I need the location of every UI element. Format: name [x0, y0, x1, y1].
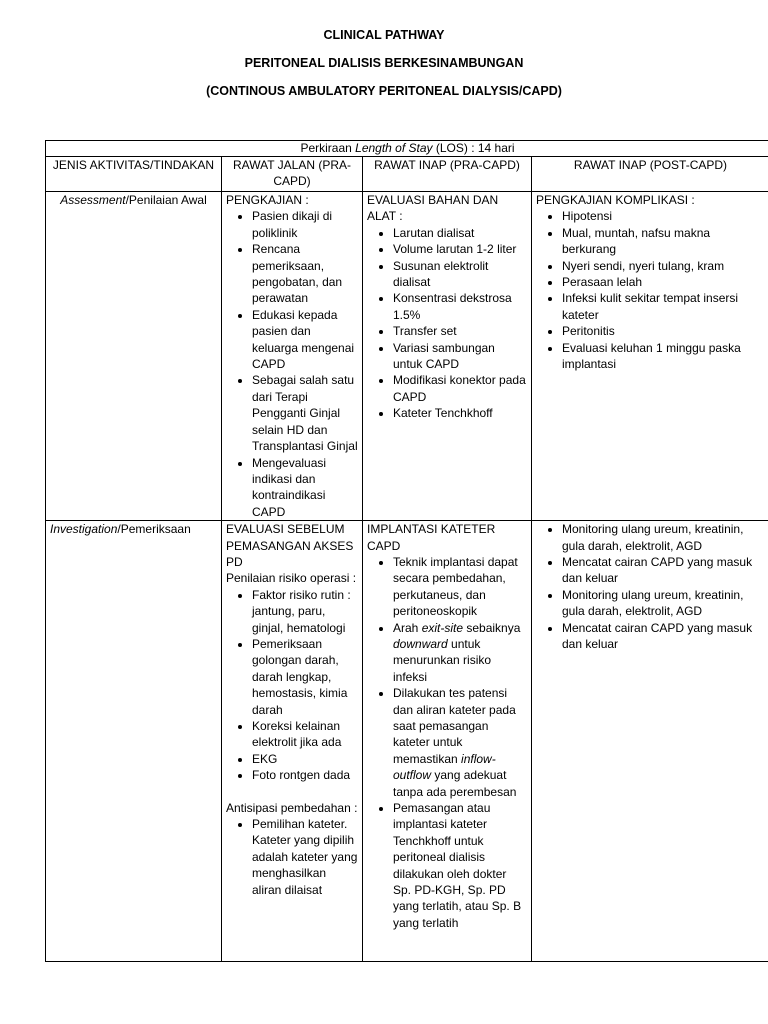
los-cell — [46, 141, 768, 157]
antisipasi-heading: Antisipasi pembedahan : — [226, 800, 358, 815]
list-item: • Pemilihan kateter. Kateter yang dipilih adalah kateter yang menghasilkan aliran dilaisat — [252, 816, 358, 898]
row-label-assessment — [46, 192, 222, 521]
pengkajian-komplikasi-list — [536, 208, 765, 372]
list-item: • Susunan elektrolit dialisat — [393, 258, 527, 291]
title-clinical-pathway: CLINICAL PATHWAY — [323, 28, 445, 42]
evaluasi-bahan-heading: EVALUASI BAHAN DAN ALAT : — [367, 193, 499, 224]
text-segment: yang adekuat tanpa ada perembesan — [393, 768, 517, 799]
text-segment: sebaiknya — [463, 620, 521, 635]
antisipasi-list — [226, 816, 358, 898]
text-segment-italic: inflow-outflow — [393, 751, 496, 783]
list-item: • Peritonitis — [562, 323, 765, 339]
los-prefix: Perkiraan — [300, 141, 356, 155]
list-item: • EKG — [252, 751, 358, 767]
pengkajian-komplikasi-heading: PENGKAJIAN KOMPLIKASI : — [536, 193, 695, 207]
list-item: • Faktor risiko rutin : jantung, paru, ginjal, hematologi — [252, 587, 358, 636]
list-item: • Mengevaluasi indikasi dan kontraindikasi CAPD — [252, 455, 358, 521]
investigation-italic: Investigation — [50, 522, 118, 537]
header-jenis-aktivitas: JENIS AKTIVITAS/TINDAKAN — [46, 157, 222, 192]
text-segment-italic: exit-site — [421, 620, 464, 635]
row-label-investigation — [46, 521, 222, 962]
list-item: • Foto rontgen dada — [252, 767, 358, 783]
assessment-rest: /Penilaian Awal — [125, 193, 207, 207]
cell-assessment-rawat-inap-post — [532, 192, 768, 521]
list-item: • Evaluasi keluhan 1 minggu paska implantasi — [562, 340, 765, 373]
spacer — [226, 784, 358, 800]
list-item — [393, 685, 527, 800]
cell-assessment-rawat-jalan — [222, 192, 363, 521]
text-segment: Dilakukan tes patensi dan aliran kateter pada saat pemasangan kateter untuk memastikan — [393, 686, 516, 766]
list-item: • Mual, muntah, nafsu makna berkurang — [562, 225, 765, 258]
list-item: • Larutan dialisat — [393, 225, 527, 241]
list-item: • Hipotensi — [562, 208, 765, 224]
implantasi-heading: IMPLANTASI KATETER CAPD — [367, 522, 496, 553]
list-item: • Mencatat cairan CAPD yang masuk dan keluar — [562, 554, 765, 587]
pengkajian-heading: PENGKAJIAN : — [226, 193, 309, 207]
title-peritoneal-dialisis: PERITONEAL DIALISIS BERKESINAMBUNGAN — [244, 56, 524, 70]
pathway-table — [45, 140, 768, 962]
list-item: • Transfer set — [393, 323, 527, 339]
list-item: • Volume larutan 1-2 liter — [393, 241, 527, 257]
list-item: • Perasaan lelah — [562, 274, 765, 290]
list-item: • Konsentrasi dekstrosa 1.5% — [393, 290, 527, 323]
header-rawat-inap-pra: RAWAT INAP (PRA-CAPD) — [363, 157, 532, 192]
penilaian-risiko-heading: Penilaian risiko operasi : — [226, 571, 357, 586]
text-segment: untuk menurunkan risiko infeksi — [393, 636, 492, 684]
list-item: • Variasi sambungan untuk CAPD — [393, 340, 527, 373]
assessment-italic: Assessment — [60, 193, 126, 207]
penilaian-risiko-list — [226, 587, 358, 784]
los-italic: Length of Stay — [355, 141, 433, 155]
evaluasi-bahan-list — [367, 225, 527, 422]
cell-investigation-rawat-jalan — [222, 521, 363, 962]
cell-investigation-rawat-inap-post — [532, 521, 768, 962]
document-titles — [0, 26, 768, 110]
list-item: • Koreksi kelainan elektrolit jika ada — [252, 718, 358, 751]
evaluasi-sebelum-heading: EVALUASI SEBELUM PEMASANGAN AKSES PD — [226, 522, 354, 569]
los-suffix: (LOS) : 14 hari — [432, 141, 515, 155]
list-item: • Edukasi kepada pasien dan keluarga mengenai CAPD — [252, 307, 358, 373]
text-segment-italic: downward — [393, 636, 448, 651]
implantasi-list — [367, 554, 527, 931]
list-item: • Modifikasi konektor pada CAPD — [393, 372, 527, 405]
list-item: • Kateter Tenchkhoff — [393, 405, 527, 421]
cell-investigation-rawat-inap-pra — [363, 521, 532, 962]
cell-assessment-rawat-inap-pra — [363, 192, 532, 521]
row-investigation — [46, 521, 768, 962]
list-item: • Nyeri sendi, nyeri tulang, kram — [562, 258, 765, 274]
header-row — [46, 157, 768, 192]
list-item: • Pemasangan atau implantasi kateter Tenchkhoff untuk peritoneal dialisis dilakukan oleh dokter Sp. PD-KGH, Sp. PD yang terlatih, atau Sp. B yang terlatih — [393, 800, 527, 931]
list-item: • Monitoring ulang ureum, kreatinin, gula darah, elektrolit, AGD — [562, 587, 765, 620]
monitoring-list — [536, 521, 765, 652]
list-item: • Sebagai salah satu dari Terapi Pengganti Ginjal selain HD dan Transplantasi Ginjal — [252, 372, 358, 454]
header-rawat-inap-post: RAWAT INAP (POST-CAPD) — [532, 157, 768, 192]
pengkajian-list — [226, 208, 358, 520]
list-item: • Teknik implantasi dapat secara pembedahan, perkutaneus, dan peritoneoskopik — [393, 554, 527, 620]
list-item: • Mencatat cairan CAPD yang masuk dan keluar — [562, 620, 765, 653]
header-rawat-jalan-pra: RAWAT JALAN (PRA-CAPD) — [222, 157, 363, 192]
title-capd: (CONTINOUS AMBULATORY PERITONEAL DIALYSIS/CAPD) — [206, 84, 562, 98]
list-item: • Pemeriksaan golongan darah, darah lengkap, hemostasis, kimia darah — [252, 636, 358, 718]
list-item: • Rencana pemeriksaan, pengobatan, dan perawatan — [252, 241, 358, 307]
list-item — [393, 620, 527, 686]
list-item: • Infeksi kulit sekitar tempat insersi kateter — [562, 290, 765, 323]
list-item: • Pasien dikaji di poliklinik — [252, 208, 358, 241]
investigation-rest: /Pemeriksaan — [117, 522, 191, 537]
text-segment: Arah — [393, 620, 422, 635]
row-assessment — [46, 192, 768, 521]
list-item: • Monitoring ulang ureum, kreatinin, gula darah, elektrolit, AGD — [562, 521, 765, 554]
los-row — [46, 141, 768, 157]
